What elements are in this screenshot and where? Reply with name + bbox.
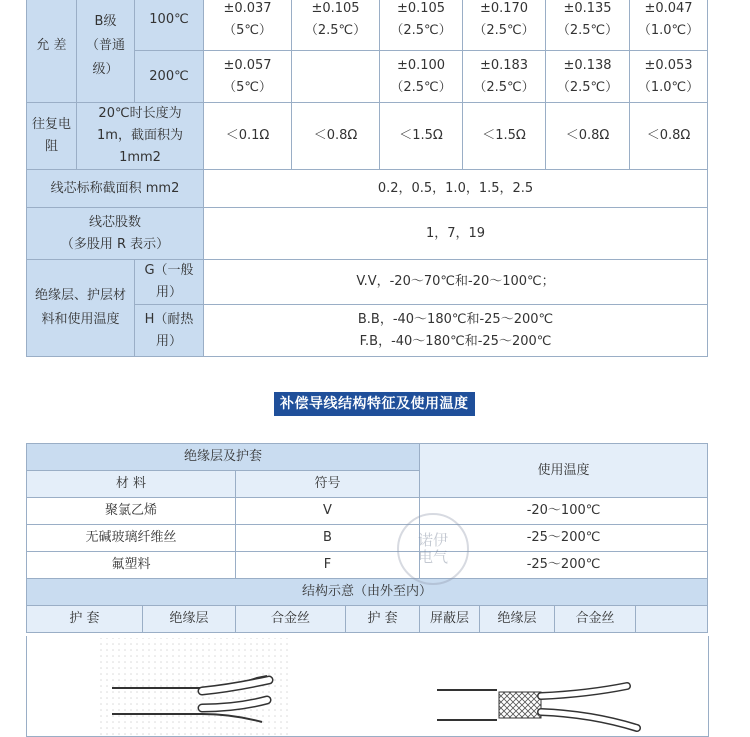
tolerance-cell	[463, 51, 546, 103]
tolerance-cell	[630, 51, 708, 103]
left-col-sheath: 护 套	[27, 606, 143, 633]
tolerance-note: （2.5℃）	[304, 22, 367, 38]
temp-200-label: 200℃	[135, 51, 204, 103]
material-cell: 无碱玻璃纤维丝	[27, 525, 236, 552]
heat-resistant-cell	[204, 305, 708, 357]
tolerance-value: ±0.183	[479, 57, 529, 73]
right-col-empty	[636, 606, 708, 633]
tolerance-note: （2.5℃）	[556, 79, 619, 95]
right-col-shield: 屏蔽层	[420, 606, 480, 633]
left-col-insulation: 绝缘层	[143, 606, 236, 633]
resistance-value: ＜1.5Ω	[463, 103, 546, 170]
tolerance-value: ±0.057	[223, 57, 272, 73]
unshielded-cable-drawing	[99, 638, 289, 736]
loop-resistance-condition: 20℃时长度为 1m，截面积为 1mm2	[77, 103, 204, 170]
tolerance-cell	[292, 51, 380, 103]
thermocouple-spec-table	[26, 0, 708, 357]
structure-table	[26, 443, 708, 633]
cross-section-label: 线芯标称截面积 mm2	[27, 170, 204, 208]
cable-structure-diagram	[26, 636, 709, 737]
use-temp-header: 使用温度	[420, 444, 708, 498]
material-column-header: 材 料	[27, 471, 236, 498]
material-cell: 聚氯乙烯	[27, 498, 236, 525]
material-label: 绝缘层、护层材料和使用温度	[27, 260, 135, 357]
temp-100-label: 100℃	[135, 0, 204, 51]
tolerance-label: 允 差	[27, 0, 77, 103]
tolerance-cell	[380, 51, 463, 103]
symbol-cell: F	[236, 552, 420, 579]
symbol-column-header: 符号	[236, 471, 420, 498]
tolerance-value: ±0.053	[644, 57, 693, 73]
heat-resistant-label: H（耐热用）	[135, 305, 204, 357]
tolerance-cell	[292, 0, 380, 51]
tolerance-note: （2.5℃）	[390, 22, 452, 38]
tolerance-note: （5℃）	[223, 79, 272, 95]
heat-resistant-value-2: F.B，-40～180℃和-25～200℃	[359, 333, 552, 349]
resistance-value: ＜0.8Ω	[546, 103, 630, 170]
tolerance-value: ±0.135	[563, 0, 612, 16]
watermark-text: 诺伊 电气	[417, 531, 448, 566]
tolerance-cell	[204, 0, 292, 51]
insulation-sheath-header: 绝缘层及护套	[27, 444, 420, 471]
shielded-cable-drawing	[437, 686, 637, 728]
tolerance-note: （2.5℃）	[390, 79, 452, 95]
cross-section-value: 0.2，0.5，1.0，1.5，2.5	[204, 170, 708, 208]
section-heading: 补偿导线结构特征及使用温度	[274, 392, 475, 416]
material-cell: 氟塑料	[27, 552, 236, 579]
tolerance-note: （2.5℃）	[473, 22, 535, 38]
strands-note: （多股用 R 表示）	[60, 236, 170, 252]
loop-resistance-label: 往复电阻	[27, 103, 77, 170]
tolerance-value: ±0.105	[311, 0, 360, 16]
general-use-label: G（一般用）	[135, 260, 204, 305]
temp-cell: -25～200℃	[420, 525, 708, 552]
tolerance-note: （5℃）	[223, 22, 272, 38]
right-col-sheath: 护 套	[346, 606, 420, 633]
tolerance-note: （1.0℃）	[637, 79, 700, 95]
class-b-label: B级 （普通级）	[77, 0, 135, 103]
tolerance-note: （2.5℃）	[556, 22, 619, 38]
resistance-value: ＜1.5Ω	[380, 103, 463, 170]
resistance-value: ＜0.8Ω	[292, 103, 380, 170]
symbol-cell: V	[236, 498, 420, 525]
tolerance-value: ±0.100	[396, 57, 446, 73]
tolerance-cell	[630, 0, 708, 51]
resistance-value: ＜0.1Ω	[204, 103, 292, 170]
symbol-cell: B	[236, 525, 420, 552]
tolerance-cell	[546, 51, 630, 103]
structure-diagram-title: 结构示意（由外至内）	[27, 579, 708, 606]
tolerance-value: ±0.138	[563, 57, 612, 73]
strands-label: 线芯股数	[88, 214, 141, 230]
tolerance-cell	[546, 0, 630, 51]
right-col-alloy-wire: 合金丝	[555, 606, 636, 633]
tolerance-value: ±0.170	[479, 0, 529, 16]
tolerance-value: ±0.047	[644, 0, 693, 16]
left-col-alloy-wire: 合金丝	[236, 606, 346, 633]
tolerance-value: ±0.037	[223, 0, 272, 16]
resistance-value: ＜0.8Ω	[630, 103, 708, 170]
cable-diagram-svg	[27, 636, 708, 736]
tolerance-note: （1.0℃）	[637, 22, 700, 38]
temp-cell: -20～100℃	[420, 498, 708, 525]
heat-resistant-value-1: B.B，-40～180℃和-25～200℃	[357, 311, 554, 327]
strands-label-cell	[27, 208, 204, 260]
temp-cell: -25～200℃	[420, 552, 708, 579]
general-use-value: V.V，-20～70℃和-20～100℃；	[204, 260, 708, 305]
tolerance-note: （2.5℃）	[473, 79, 535, 95]
tolerance-value: ±0.105	[396, 0, 446, 16]
tolerance-cell	[380, 0, 463, 51]
strands-value: 1，7，19	[204, 208, 708, 260]
tolerance-cell	[463, 0, 546, 51]
tolerance-cell	[204, 51, 292, 103]
right-col-insulation: 绝缘层	[480, 606, 555, 633]
